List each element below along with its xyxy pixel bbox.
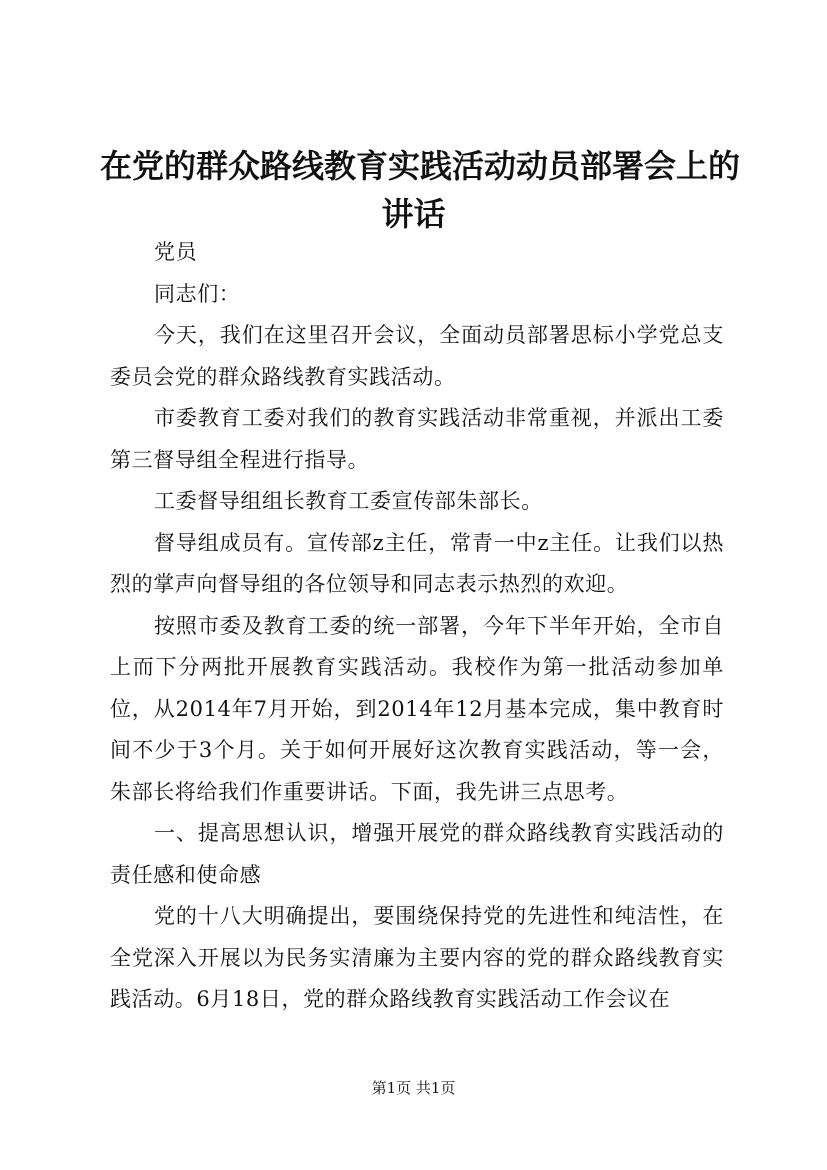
document-body (110, 232, 724, 1021)
paragraph: 工委督导组组长教育工委宣传部朱部长。 (154, 489, 543, 513)
paragraph: 一、提高思想认识，增强开展党的群众路线教育实践活动的责任感和使命感 (110, 821, 724, 887)
paragraph: 市委教育工委对我们的教育实践活动非常重视，并派出工委第三督导组全程进行指导。 (110, 406, 724, 472)
paragraph: 督导组成员有。宣传部z主任，常青一中z主任。让我们以热烈的掌声向督导组的各位领导和同志表示热烈的欢迎。 (110, 530, 724, 596)
paragraph: 按照市委及教育工委的统一部署，今年下半年开始，全市自上而下分两批开展教育实践活动。我校作为第一批活动参加单位，从2014年7月开始，到2014年12月基本完成，集中教育时间不少于3个月。关于如何开展好这次教育实践活动，等一会，朱部长将给我们作重要讲话。下面，我先讲三点思考。 (110, 613, 724, 804)
title-line-2: 讲话 (381, 195, 446, 233)
page-footer: 第1页 共1页 (371, 1079, 456, 1097)
document-title (100, 142, 741, 238)
title-line-1: 在党的群众路线教育实践活动动员部署会上的 (100, 147, 741, 185)
paragraph: 党员 (154, 240, 198, 264)
paragraph: 同志们： (154, 281, 241, 306)
paragraph: 今天，我们在这里召开会议，全面动员部署思标小学党总支委员会党的群众路线教育实践活动。 (110, 323, 724, 389)
paragraph: 党的十八大明确提出，要围绕保持党的先进性和纯洁性，在全党深入开展以为民务实清廉为主要内容的党的群众路线教育实践活动。6月18日，党的群众路线教育实践活动工作会议在 (110, 904, 724, 1011)
